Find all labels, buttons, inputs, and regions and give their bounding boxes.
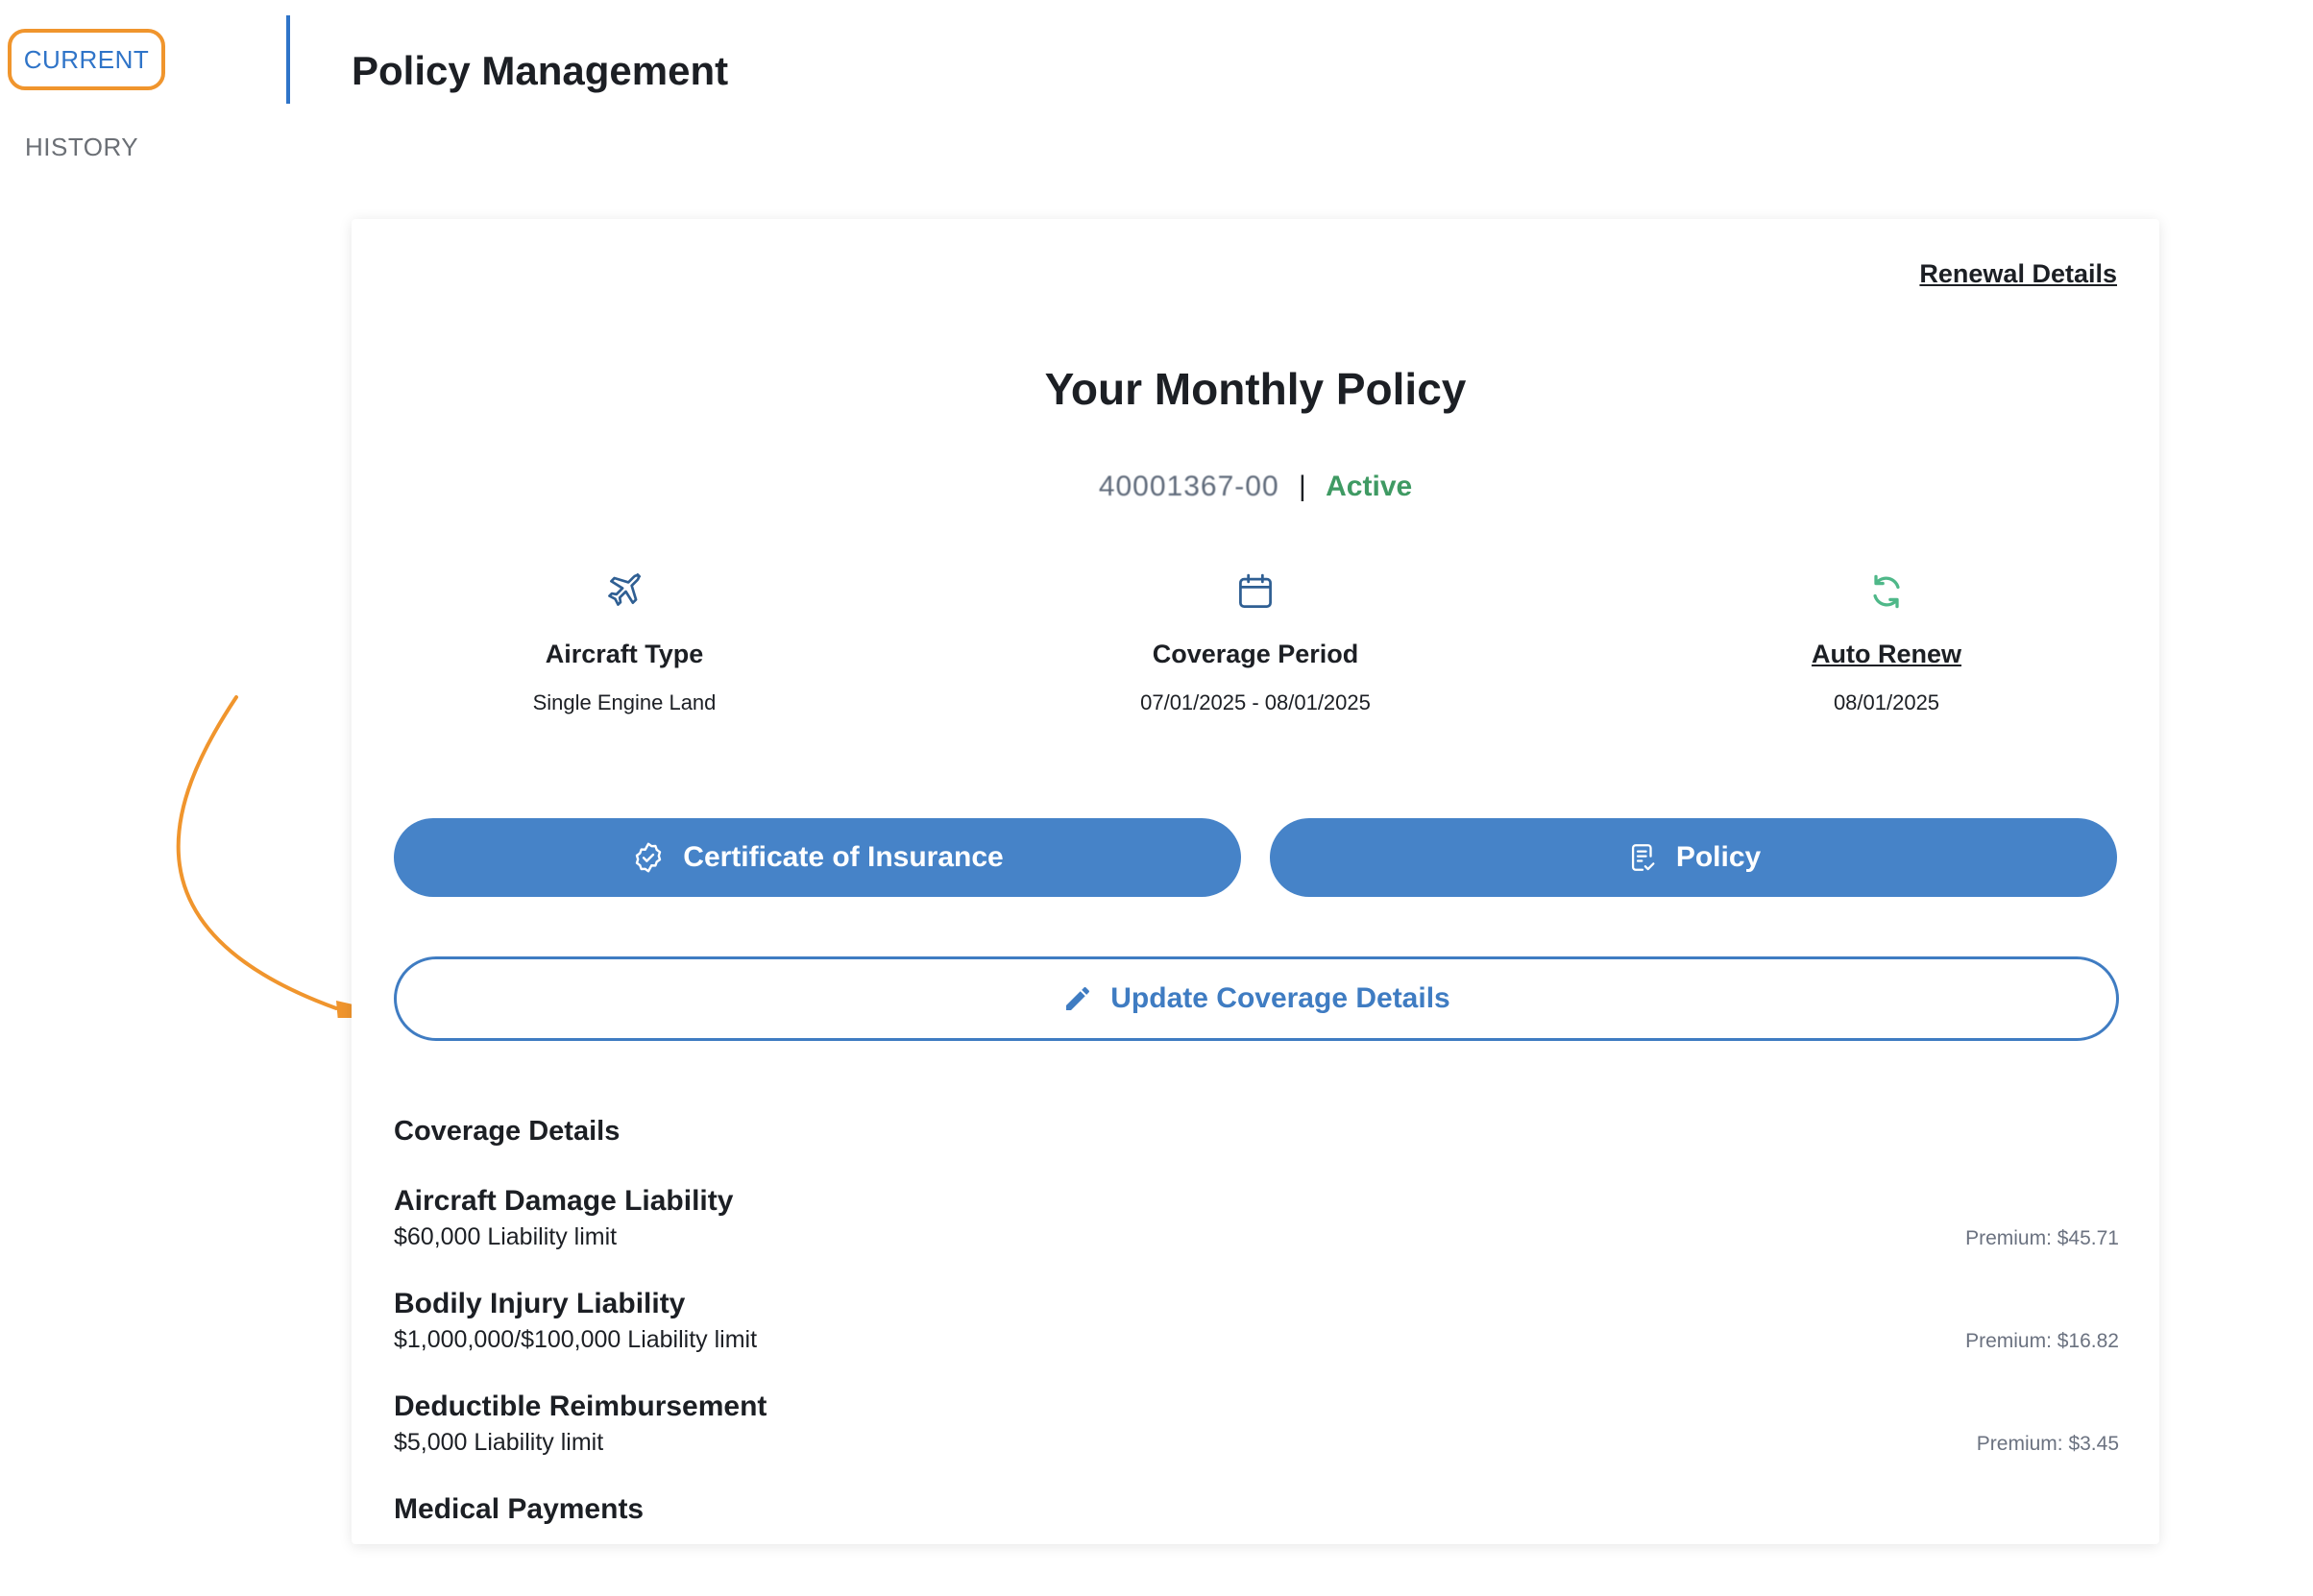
auto-renew-link[interactable]: Auto Renew [1811, 640, 1961, 668]
coverage-name: Aircraft Damage Liability [394, 1185, 734, 1217]
certificate-of-insurance-button[interactable] [394, 818, 1241, 897]
info-value: 07/01/2025 - 08/01/2025 [1140, 690, 1371, 714]
coverage-name: Medical Payments [394, 1493, 645, 1525]
nav-divider [286, 15, 290, 104]
coverage-name: Deductible Reimbursement [394, 1390, 767, 1422]
coverage-premium: Premium: $3.45 [1976, 1433, 2119, 1455]
info-label: Aircraft Type [545, 640, 704, 668]
coverage-item [394, 1185, 2119, 1288]
coverage-list [394, 1185, 2119, 1596]
coverage-item [394, 1493, 2119, 1596]
info-value: 08/01/2025 [1833, 690, 1940, 714]
page-title: Policy Management [352, 48, 729, 93]
coverage-premium: Premium: $45.71 [1965, 1227, 2119, 1249]
verified-badge-icon [631, 840, 666, 875]
policy-card-title: Your Monthly Policy [1044, 364, 1467, 414]
info-label: Coverage Period [1152, 640, 1359, 668]
coverage-item [394, 1288, 2119, 1390]
coverage-details-title: Coverage Details [394, 1116, 621, 1147]
nav-tab-history[interactable]: HISTORY [25, 133, 139, 161]
airplane-icon [432, 565, 816, 618]
certificate-button-label: Certificate of Insurance [683, 841, 1004, 873]
update-coverage-details-button[interactable] [394, 956, 2119, 1041]
info-auto-renew [1694, 565, 2079, 715]
policy-separator: | [1299, 471, 1306, 502]
policy-button-label: Policy [1675, 841, 1762, 873]
renewal-details-link[interactable]: Renewal Details [1919, 259, 2117, 288]
coverage-name: Bodily Injury Liability [394, 1288, 686, 1319]
coverage-premium: Premium: $16.82 [1965, 1330, 2119, 1352]
policy-number: 40001367-00 [1098, 471, 1279, 502]
info-aircraft-type [432, 565, 816, 715]
left-nav [0, 0, 288, 211]
coverage-limit: $60,000 Liability limit [394, 1223, 618, 1250]
info-value: Single Engine Land [532, 690, 717, 714]
coverage-item [394, 1390, 2119, 1493]
calendar-icon [1063, 565, 1448, 618]
refresh-icon [1694, 565, 2079, 618]
info-coverage-period [1063, 565, 1448, 715]
policy-status-line [352, 471, 2159, 503]
document-check-icon [1626, 840, 1659, 875]
update-button-label: Update Coverage Details [1110, 982, 1450, 1014]
coverage-limit: $5,000 Liability limit [394, 1429, 604, 1456]
coverage-limit: $1,000,000/$100,000 Liability limit [394, 1326, 758, 1353]
policy-button[interactable] [1270, 818, 2117, 897]
policy-status: Active [1326, 471, 1413, 502]
pencil-icon [1062, 983, 1093, 1014]
policy-card [352, 219, 2159, 1544]
nav-tab-current[interactable]: CURRENT [8, 29, 165, 90]
